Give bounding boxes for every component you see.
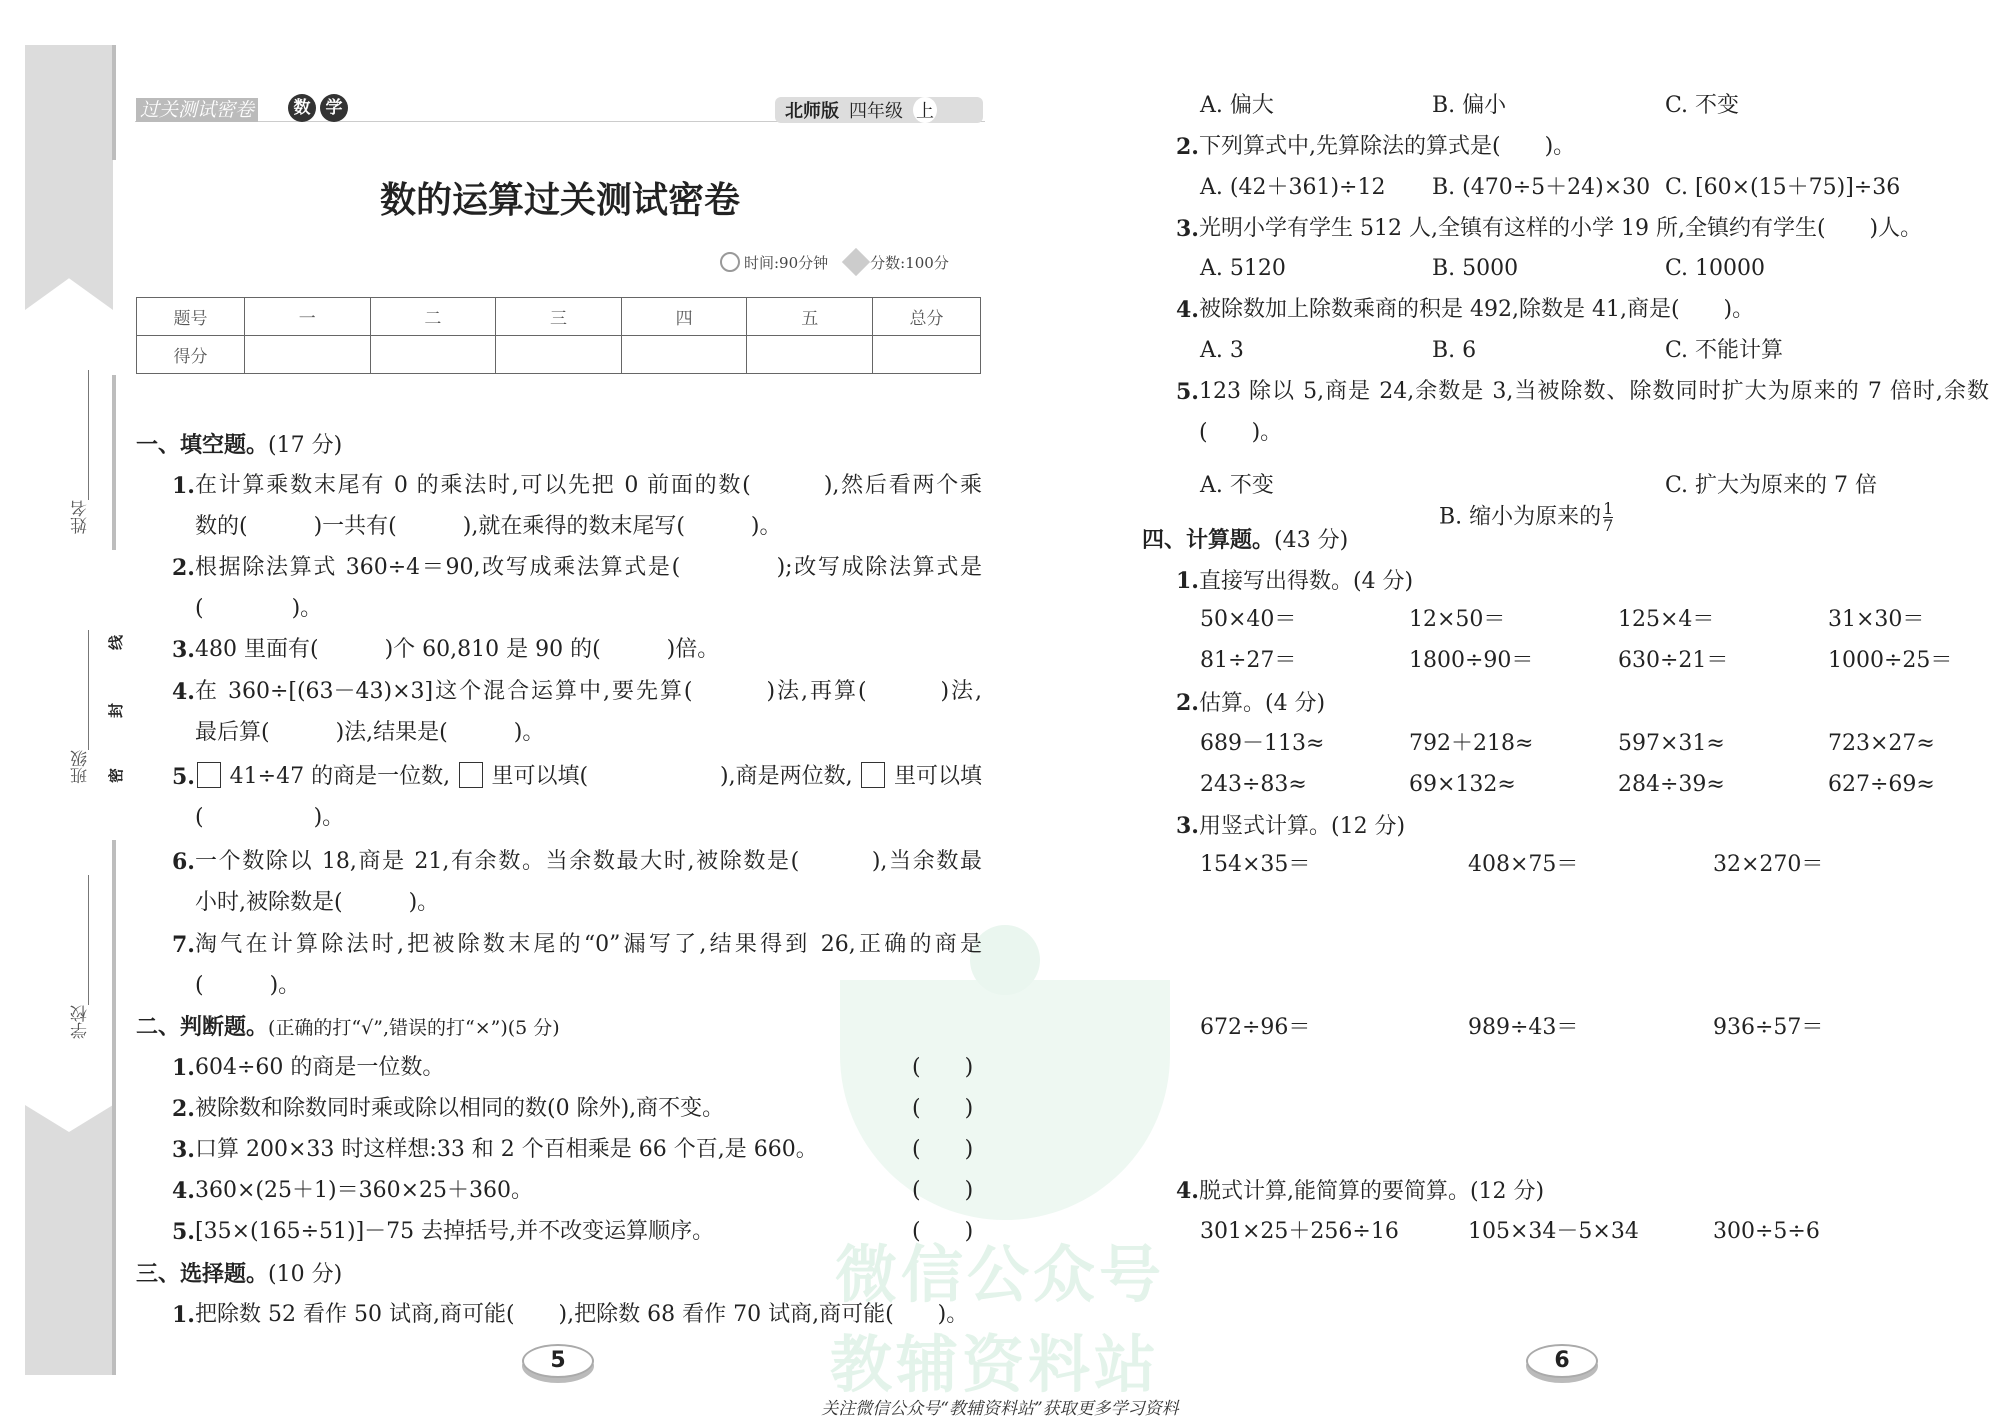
table-row [137,336,981,374]
binding-line [112,45,116,160]
calc-item: 630÷21＝ [1618,648,1729,673]
table-header: 四 [621,298,747,336]
page-number: 5 [522,1344,594,1378]
option[interactable]: C. 不能计算 [1665,338,1784,363]
edition-badge [775,97,983,123]
question-text: 被除数加上除数乘商的积是 492,除数是 41,商是( )。 [1199,297,1755,322]
section-multiple-choice [136,1259,342,1289]
page-number: 6 [1526,1344,1598,1378]
subquestion-title [1176,566,1413,596]
question-text [195,762,982,792]
question-number: 2. [1176,690,1199,716]
question-text: 一个数除以 18,商是 21,有余数。当余数最大时,被除数是( ),当余数最 [195,849,982,874]
page-title: 数的运算过关测试密卷 [379,179,740,221]
section-calculation [1142,525,1348,555]
option-text: B. 缩小为原来的 [1439,504,1602,530]
option[interactable]: B. (470÷5＋24)×30 [1432,175,1651,200]
subject-char: 学 [320,94,348,122]
section-true-false [136,1012,560,1042]
binding-strip-bottom [25,1105,113,1375]
edition: 北师版 [785,101,839,122]
series-banner: 过关测试密卷 [136,98,258,122]
option[interactable]: B. 6 [1432,338,1477,363]
option[interactable]: A. 3 [1200,338,1244,363]
estimate-item: 627÷69≈ [1828,772,1935,797]
section-title: 二、判断题。 [136,1014,269,1040]
section-title: 一、填空题。 [136,432,269,458]
score-cell[interactable] [747,336,873,374]
question-number: 3. [172,1137,195,1163]
question-text: 直接写出得数。 [1198,569,1353,594]
answer-blank[interactable]: ( ) [912,1219,974,1244]
subquestion-title [1176,1176,1544,1206]
question-points: (4 分) [1352,569,1414,594]
fraction [1603,501,1613,534]
term: 上 [913,97,937,123]
digit-box[interactable] [197,762,221,788]
score-cell[interactable] [245,336,371,374]
question-number: 6. [172,849,195,875]
section-points: (10 分) [268,1262,343,1287]
question-text: 脱式计算,能简算的要简算。 [1198,1179,1470,1204]
question-number: 5. [172,1219,195,1245]
question-number: 1. [172,1302,195,1328]
calc-item: 1000÷25＝ [1828,648,1953,673]
subject-char: 数 [288,94,316,122]
question-text: 604÷60 的商是一位数。 [195,1055,445,1080]
question-number: 1. [172,473,195,499]
question-text: 小时,被除数是( )。 [195,890,440,915]
question-number: 3. [1176,813,1199,839]
score-cell[interactable] [873,336,981,374]
text-part: 里可以填 [893,764,982,789]
question-text: 根据除法算式 360÷4＝90,改写成乘法算式是( );改写成除法算式是 [195,555,982,580]
row-label: 得分 [137,336,245,374]
time-limit: 时间:90分钟 [744,254,829,272]
stepwise-calc-item: 105×34－5×34 [1468,1219,1639,1244]
question-number: 4. [172,679,195,705]
section-points: (正确的打“√”,错误的打“×”)(5 分) [268,1017,560,1039]
school-label: 学校 [71,1005,91,1039]
question-number: 3. [172,637,195,663]
option[interactable]: C. 10000 [1665,256,1766,281]
footer-note: 关注微信公众号“教辅资料站”获取更多学习资料 [821,1399,1179,1419]
option[interactable] [1432,471,1614,535]
calc-item: 81÷27＝ [1200,648,1297,673]
option[interactable]: A. (42＋361)÷12 [1200,175,1386,200]
estimate-item: 689－113≈ [1200,731,1325,756]
question-number: 5. [1176,379,1199,405]
question-text: ( )。 [195,805,345,830]
fraction-numerator: 1 [1603,499,1614,518]
binding-line [112,375,116,550]
question-text: 把除数 52 看作 50 试商,商可能( ),把除数 68 看作 70 试商,商可能( )。 [195,1302,969,1327]
stepwise-calc-item: 301×25＋256÷16 [1200,1219,1399,1244]
question-number: 2. [172,1096,195,1122]
binding-strip-top [25,45,113,310]
question-number: 4. [172,1178,195,1204]
question-number: 3. [1176,216,1199,242]
question-text: 在计算乘数末尾有 0 的乘法时,可以先把 0 前面的数( ),然后看两个乘 [195,473,982,498]
exam-meta [720,252,949,273]
question-number: 2. [1176,134,1199,160]
estimate-item: 69×132≈ [1409,772,1516,797]
subquestion-title [1176,811,1405,841]
section-title: 四、计算题。 [1142,527,1275,553]
digit-box[interactable] [459,762,483,788]
section-title: 三、选择题。 [136,1261,269,1287]
question-text: ( )。 [195,973,301,998]
calc-item: 12×50＝ [1409,607,1506,632]
question-text: ( )。 [195,596,323,621]
vertical-calc-item: 32×270＝ [1713,852,1824,877]
question-number: 4. [1176,1178,1199,1204]
clock-icon [720,252,740,272]
vertical-calc-item: 989÷43＝ [1468,1015,1579,1040]
watermark-logo [840,980,1170,1220]
class-label: 班级 [71,750,91,784]
digit-box[interactable] [861,762,885,788]
binding-line [112,840,116,1375]
question-points: (12 分) [1469,1179,1545,1204]
question-text: ( )。 [1199,420,1283,445]
name-underline [88,370,89,500]
score-cell[interactable] [496,336,622,374]
section-points: (17 分) [268,433,343,458]
question-text: 光明小学有学生 512 人,全镇有这样的小学 19 所,全镇约有学生( )人。 [1199,216,1923,241]
question-text: 360×(25＋1)＝360×25＋360。 [195,1178,533,1203]
question-number: 1. [1176,568,1199,594]
question-number: 5. [172,764,195,790]
vertical-calc-item: 672÷96＝ [1200,1015,1311,1040]
score-cell[interactable] [621,336,747,374]
text-part: 里可以填( ),商是两位数, [491,764,853,789]
option[interactable]: A. 5120 [1200,256,1286,281]
watermark-text: 教辅资料站 [830,1328,1161,1401]
question-text: [35×(165÷51)]－75 去掉括号,并不改变运算顺序。 [195,1219,715,1244]
text-part: 41÷47 的商是一位数, [229,764,451,789]
option[interactable]: A. 不变 [1200,473,1274,498]
table-row [137,298,981,336]
pen-icon [842,248,870,276]
option[interactable]: B. 偏小 [1432,93,1507,118]
section-fill-in [136,430,342,460]
table-header: 总分 [873,298,981,336]
question-text: 123 除以 5,商是 24,余数是 3,当被除数、除数同时扩大为原来的 7 倍时,余数 [1199,379,1989,404]
subquestion-title [1176,688,1325,718]
table-header: 题号 [137,298,245,336]
estimate-item: 284÷39≈ [1618,772,1725,797]
question-text: 口算 200×33 时这样想:33 和 2 个百相乘是 66 个百,是 660。 [195,1137,818,1162]
vertical-calc-item: 936÷57＝ [1713,1015,1824,1040]
calc-item: 125×4＝ [1618,607,1715,632]
table-header: 一 [245,298,371,336]
class-underline [88,630,89,750]
question-points: (4 分) [1264,691,1326,716]
stepwise-calc-item: 300÷5÷6 [1713,1219,1820,1244]
seal-char: 密 [107,767,126,784]
question-text: 估算。 [1198,691,1265,716]
option[interactable]: B. 5000 [1432,256,1519,281]
question-number: 7. [172,932,195,958]
option[interactable]: C. [60×(15＋75)]÷36 [1665,175,1901,200]
school-underline [88,875,89,1005]
question-text: 淘气在计算除法时,把被除数末尾的“0”漏写了,结果得到 26,正确的商是 [195,932,982,957]
watermark-text: 微信公众号 [835,1238,1166,1311]
estimate-item: 597×31≈ [1618,731,1725,756]
table-header: 五 [747,298,873,336]
option[interactable]: A. 偏大 [1200,93,1274,118]
score-table [136,297,981,374]
score-cell[interactable] [370,336,496,374]
question-text: 480 里面有( )个 60,810 是 90 的( )倍。 [195,637,720,662]
question-number: 1. [172,1055,195,1081]
question-text: 用竖式计算。 [1198,814,1331,839]
question-text: 下列算式中,先算除法的算式是( )。 [1199,134,1576,159]
estimate-item: 243÷83≈ [1200,772,1307,797]
estimate-item: 723×27≈ [1828,731,1935,756]
vertical-calc-item: 154×35＝ [1200,852,1311,877]
question-text: 在 360÷[(63－43)×3]这个混合运算中,要先算( )法,再算( )法, [195,679,982,704]
question-text: 数的( )一共有( ),就在乘得的数末尾写( )。 [195,514,782,539]
answer-blank[interactable]: ( ) [912,1055,974,1080]
answer-blank[interactable]: ( ) [912,1178,974,1203]
seal-char: 线 [107,634,126,651]
calc-item: 50×40＝ [1200,607,1297,632]
question-number: 2. [172,555,195,581]
section-points: (43 分) [1274,528,1349,553]
answer-blank[interactable]: ( ) [912,1096,974,1121]
question-text: 被除数和除数同时乘或除以相同的数(0 除外),商不变。 [195,1096,725,1121]
vertical-calc-item: 408×75＝ [1468,852,1579,877]
fraction-denominator: 7 [1603,516,1614,535]
calc-item: 1800÷90＝ [1409,648,1534,673]
seal-char: 封 [107,702,126,719]
table-header: 二 [370,298,496,336]
name-label: 姓名 [71,500,91,534]
total-score: 分数:100分 [870,254,949,272]
question-text: 最后算( )法,结果是( )。 [195,720,545,745]
table-header: 三 [496,298,622,336]
question-points: (12 分) [1330,814,1406,839]
option[interactable]: C. 扩大为原来的 7 倍 [1665,473,1878,498]
estimate-item: 792＋218≈ [1409,731,1534,756]
subject-badge [288,94,348,122]
grade: 四年级 [849,101,903,122]
question-number: 4. [1176,297,1199,323]
answer-blank[interactable]: ( ) [912,1137,974,1162]
calc-item: 31×30＝ [1828,607,1925,632]
option[interactable]: C. 不变 [1665,93,1740,118]
